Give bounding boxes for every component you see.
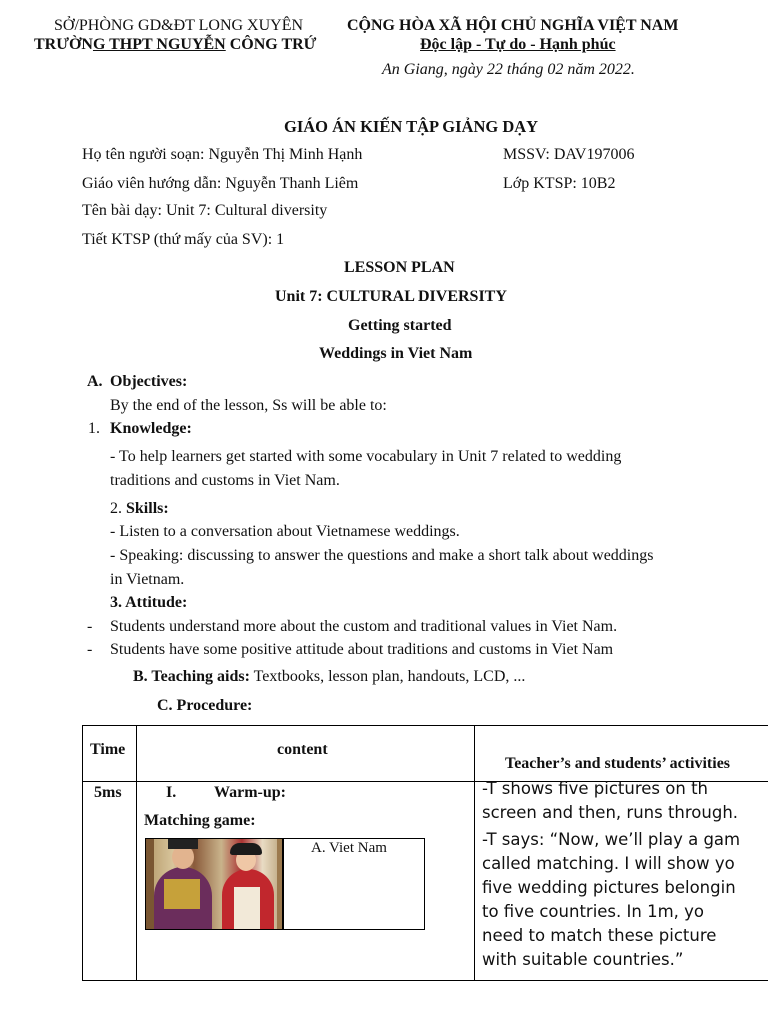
teaching-aids-label: B. Teaching aids: bbox=[133, 668, 250, 685]
lesson-name: Tên bài dạy: Unit 7: Cultural diversity bbox=[82, 202, 328, 219]
objectives-heading: Objectives: bbox=[110, 373, 188, 390]
school-name-suffix: CÔNG TRỨ bbox=[225, 36, 317, 53]
stage-number: I. bbox=[166, 784, 177, 801]
header-time: Time bbox=[90, 741, 126, 758]
knowledge-heading: Knowledge: bbox=[110, 420, 192, 437]
student-id: MSSV: DAV197006 bbox=[503, 146, 635, 163]
department-line: SỞ/PHÒNG GD&ĐT LONG XUYÊN bbox=[54, 17, 304, 34]
header-content: content bbox=[277, 741, 328, 758]
header-activities: Teacher’s and students’ activities bbox=[505, 755, 731, 772]
period-line: Tiết KTSP (thứ mấy của SV): 1 bbox=[82, 231, 285, 248]
bride-robe-front bbox=[234, 887, 260, 929]
option-a: A. Viet Nam bbox=[311, 840, 387, 856]
activities-cell bbox=[475, 779, 768, 979]
skills-marker: 2. bbox=[110, 500, 126, 517]
section-heading: Getting started bbox=[348, 317, 452, 334]
attitude-item-2: Students have some positive attitude about traditions and customs in Viet Nam bbox=[110, 641, 614, 658]
attitude-bullet-1: - bbox=[87, 618, 93, 635]
activity-line-3: -T says: “Now, we’ll play a gam bbox=[482, 830, 741, 849]
place-date: An Giang, ngày 22 tháng 02 năm 2022. bbox=[382, 61, 635, 78]
stage-name: Warm-up: bbox=[214, 784, 286, 801]
activity-line-2: screen and then, runs through. bbox=[482, 803, 739, 822]
groom-robe-pattern bbox=[164, 879, 200, 909]
procedure-heading: C. Procedure: bbox=[157, 697, 253, 714]
topic-heading: Weddings in Viet Nam bbox=[319, 345, 473, 362]
lesson-plan-heading: LESSON PLAN bbox=[344, 259, 455, 276]
unit-heading: Unit 7: CULTURAL DIVERSITY bbox=[275, 288, 507, 305]
photo-frame-left bbox=[146, 839, 154, 929]
row-time: 5ms bbox=[94, 784, 122, 801]
author-line: Họ tên người soạn: Nguyễn Thị Minh Hạnh bbox=[82, 146, 363, 163]
attitude-item-1: Students understand more about the custom and traditional values in Viet Nam. bbox=[110, 618, 618, 635]
activity-line-7: need to match these picture bbox=[482, 926, 717, 945]
knowledge-line-2: traditions and customs in Viet Nam. bbox=[110, 472, 340, 489]
teaching-aids bbox=[133, 668, 525, 686]
knowledge-marker: 1. bbox=[88, 420, 100, 437]
groom-hat bbox=[168, 839, 198, 849]
attitude-heading: 3. Attitude: bbox=[110, 594, 188, 611]
objectives-marker: A. bbox=[87, 373, 103, 390]
skills-item-2-line-2: in Vietnam. bbox=[110, 571, 185, 588]
nation-title: CỘNG HÒA XÃ HỘI CHỦ NGHĨA VIỆT NAM bbox=[347, 17, 679, 34]
supervisor-line: Giáo viên hướng dẫn: Nguyễn Thanh Liêm bbox=[82, 175, 359, 192]
school-name bbox=[34, 36, 316, 54]
activity-line-5: five wedding pictures belongin bbox=[482, 878, 736, 897]
knowledge-line-1: - To help learners get started with some vocabulary in Unit 7 related to wedding bbox=[110, 448, 622, 465]
skills-item-2-line-1: - Speaking: discussing to answer the questions and make a short talk about weddings bbox=[110, 547, 654, 564]
school-name-underlined: G THPT NGUYỄN bbox=[92, 36, 226, 53]
game-title: Matching game: bbox=[144, 812, 256, 829]
wedding-photo bbox=[145, 838, 284, 930]
activity-line-1: -T shows five pictures on th bbox=[482, 779, 708, 798]
document-title: GIÁO ÁN KIẾN TẬP GIẢNG DẠY bbox=[284, 117, 539, 136]
objectives-intro: By the end of the lesson, Ss will be able to: bbox=[110, 397, 387, 414]
national-motto: Độc lập - Tự do - Hạnh phúc bbox=[420, 36, 616, 53]
school-name-prefix: TRƯỜN bbox=[34, 36, 93, 53]
activity-line-6: to five countries. In 1m, yo bbox=[482, 902, 705, 921]
bride-hair bbox=[230, 843, 262, 855]
skills-heading-line bbox=[110, 500, 169, 518]
skills-heading: Skills: bbox=[126, 500, 169, 517]
activity-line-4: called matching. I will show yo bbox=[482, 854, 735, 873]
class-line: Lớp KTSP: 10B2 bbox=[503, 175, 616, 192]
activity-line-8: with suitable countries.” bbox=[482, 950, 684, 969]
skills-item-1: - Listen to a conversation about Vietnamese weddings. bbox=[110, 523, 460, 540]
attitude-bullet-2: - bbox=[87, 641, 93, 658]
teaching-aids-value: Textbooks, lesson plan, handouts, LCD, ... bbox=[249, 668, 526, 685]
